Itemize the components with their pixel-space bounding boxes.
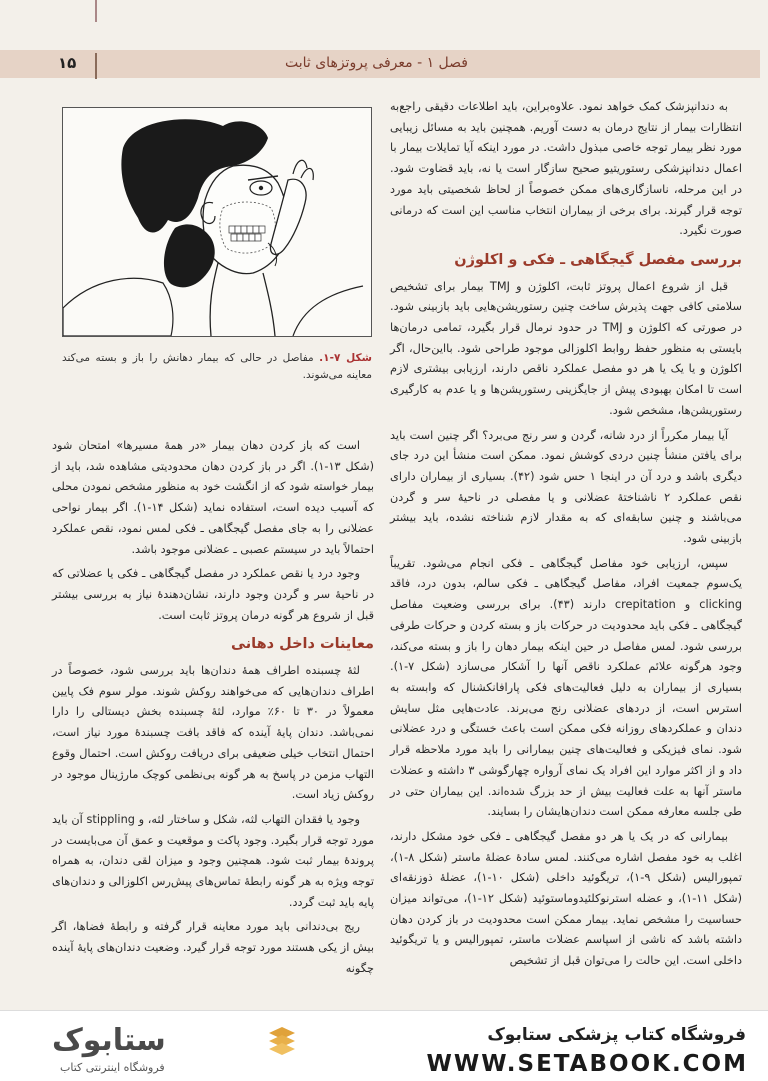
paragraph: ریج بی‌دندانی باید مورد معاینه قرار گرفته و رابطهٔ فضاها، اگر بیش از یکی هستند مورد توجه قرار گیرد. وضعیت دندان‌های پایهٔ آینده چگونه — [52, 920, 374, 975]
top-margin-rule — [95, 0, 97, 22]
section-heading-intraoral: معاینات داخل دهانی — [231, 636, 374, 653]
logo-subtitle: فروشگاه اینترنتی کتاب — [60, 1061, 165, 1074]
paragraph: سپس، ارزیابی خود مفاصل گیجگاهی ـ فکی انجام می‌شود. تقریباً یک‌سوم جمعیت افراد، مفاصل گیجگاهی ـ فکی سالم، بدون درد، فاقد clicking و crepitation دارند (۴۳). برای بررسی وضعیت مفاصل گیجگاهی ـ فکی باید محدودیت در حرکات باز و بسته کردن و حرکات طرفی بررسی شود. لمس مفاصل در حین اینکه بیمار دهان را باز و بسته می‌کند، وجود هرگونه علائم عملکرد ناقص آنها را آشکار می‌سازد (شکل ۷-۱). بسیاری از بیماران به دلیل فعالیت‌های فکی پارافانکشنال که وابسته به استرس است، از دردهای عضلانی رنج می‌برند. عادت‌هایی مثل سایش دندان و عملکردهای روزانه فکی ممکن است باعث خستگی و درد عضلانی شود. نمای فیزیکی و فعالیت‌های چنین بیمارانی را باید مورد ملاحظه قرار داد و از اکثر موارد این افراد یک نمای آرواره چهارگوشی ۳ داشته و عضلات ماستر آنها به علت فعالیت بیش از حد بزرگ شده‌اند. این بیماران حتی در طی جلسه معارفه ممکن است دندان‌هایشان را بسایند. — [390, 556, 743, 819]
paragraph: وجود یا فقدان التهاب لثه، شکل و ساختار لثه، و stippling آن باید مورد توجه قرار بگیرد. وجود پاکت و موقعیت و عمق آن می‌بایست در پروندهٔ بیمار ثبت شود. همچنین وجود و میزان لقی دندان، به همراه توجه ویژه به هر گونه رابطهٔ تماس‌های پیش‌رس اکلوزالی و دندان‌های پایه باید ثبت گردد. — [52, 812, 374, 909]
figure-caption-text: مفاصل در حالی که بیمار دهانش را باز و بسته می‌کند معاینه می‌شوند. — [62, 352, 372, 381]
figure-caption — [62, 350, 372, 384]
logo-text: ستابوک — [52, 1023, 166, 1058]
paragraph: آیا بیمار مکرراً از درد شانه، گردن و سر رنج می‌برد؟ اگر چنین است باید برای یافتن منشأ چنین دردی کوشش نمود. ممکن است منشأ این درد جای دیگری باشد و درد آن در اینجا ۱ حس شود (۴۲). بسیاری از بیماران دارای نقص عملکرد ۲ ناشناختهٔ عضلانی و یا مفصلی در ناحیهٔ سر و گردن می‌باشند و چنین سابقه‌ای که به مقدار لازم شناخته نشده، باید بیشتر بازبینی شود. — [390, 428, 742, 546]
section-heading-tmj: بررسی مفصل گیجگاهی ـ فکی و اکلوژن — [454, 251, 742, 268]
paragraph: وجود درد یا نقص عملکرد در مفصل گیجگاهی ـ فکی یا عضلاتی که در ناحیهٔ سر و گردن وجود دارند، نشان‌دهندهٔ نیاز به بررسی بیشتر قبل از شروع هر گونه درمان پروتز ثابت است. — [52, 567, 374, 622]
page-number: ۱۵ — [58, 54, 77, 72]
paragraph: است که باز کردن دهان بیمار «در همهٔ مسیرها» امتحان شود (شکل ۱۳-۱). اگر در باز کردن دهان محدودیتی مشاهده شد، باید از بیمار خواسته شود که از انگشت خود به منظور مشخص نمودن محلی که آسیب دیده است، استفاده نماید (شکل ۱۴-۱). اگر بیمار نواحی عضلانی را به جای مفصل گیجگاهی ـ فکی لمس نمود، نقص عملکرد احتمالاً باید در سیستم عصبی ـ عضلانی موجود باشد. — [52, 439, 374, 556]
paragraph: بیمارانی که در یک یا هر دو مفصل گیجگاهی ـ فکی خود مشکل دارند، اغلب به خود مفصل اشاره می‌کنند. لمس سادهٔ عضلهٔ ماستر (شکل ۸-۱)، تمپورالیس (شکل ۹-۱)، تریگوئید داخلی (شکل ۱۰-۱)، عضلهٔ ذوزنقه‌ای (شکل ۱۱-۱)، و عضله استرنوکلئیدوماستوئید (شکل ۱۲-۱)، می‌تواند میزان حساسیت را مشخص نماید. بیمار ممکن است محدودیت در باز کردن دهان داشته باشد که ناشی از اسپاسم عضلات ماستر، تمپورالیس و یا تریگوئید داخلی است. این حالت را می‌توان قبل از تشخیص — [390, 829, 742, 968]
tmj-examination-figure — [62, 107, 372, 337]
paragraph: قبل از شروع اعمال پروتز ثابت، اکلوژن و TMJ بیمار برای تشخیص سلامتی کافی جهت پذیرش ساخت چنین رستوریشن‌هایی باید بازبینی شود. در صورتی که اکلوژن و TMJ در حدود نرمال قرار بگیرد، تمامی درمان‌ها بایستی به منظور حفظ روابط اکلوزالی موجود طراحی شود. بااین‌حال، اگر اکلوژن و یا یک یا هر دو مفصل عملکرد ناقص دارند، ارزیابی بیشتری لازم است تا امکان بهبودی پیش از جایگزینی رستوریشن‌ها و یا عدم به کارگیری رستوریشن‌ها، مشخص شود. — [390, 279, 742, 417]
store-banner — [0, 1010, 768, 1081]
setabook-logo[interactable] — [22, 1023, 312, 1077]
chapter-title: فصل ۱ - معرفی پروتزهای ثابت — [284, 55, 468, 71]
book-stack-icon — [267, 1027, 297, 1061]
figure-label: شکل ۷-۱. — [319, 352, 372, 364]
left-text-column — [52, 436, 374, 984]
paragraph: لثهٔ چسبنده اطراف همهٔ دندان‌ها باید بررسی شود، خصوصاً در اطراف دندان‌هایی که می‌خواهند روکش شوند. مولر سوم فک پایین معمولاً در ۳۰ تا ۶۰٪ موارد، لثهٔ چسبنده بخش دیستالی را دارا نمی‌باشد. دندان پایهٔ آینده که فاقد بافت چسبندهٔ مورد نیاز است، احتمال انتخاب خیلی ضعیفی برای دریافت روکش است. احتمال وقوع التهاب مزمن در پاسخ به هر گونه بی‌نظمی کوچک مارژینال موجود در روکش زیاد است. — [52, 664, 375, 802]
store-url-link[interactable]: WWW.SETABOOK.COM — [426, 1051, 748, 1077]
paragraph: به دندانپزشک کمک خواهد نمود. علاوه‌براین، باید اطلاعات دقیقی راجع‌به انتظارات بیمار از نتایج درمان به دست آوریم. همچنین باید به مسائل زیبایی مورد نظر بیمار توجه خاصی مبذول داشت. در مورد اینکه آیا تمایلات بیمار با اعمال دندانپزشکی رستوریتیو صحیح سازگار است یا نه، باید قضاوت شود. در این مرحله، ناسازگاری‌های ممکن خصوصاً از لحاظ شخصیتی باید مورد توجه قرار گیرند. برای برخی از بیماران انتخاب مناسب این است که درمانی صورت نگیرد. — [390, 100, 742, 238]
right-text-column — [390, 97, 742, 976]
tmj-palpation-illustration-icon — [63, 108, 371, 336]
header-divider — [95, 53, 97, 79]
store-title: فروشگاه کتاب پزشکی ستابوک — [487, 1025, 746, 1045]
